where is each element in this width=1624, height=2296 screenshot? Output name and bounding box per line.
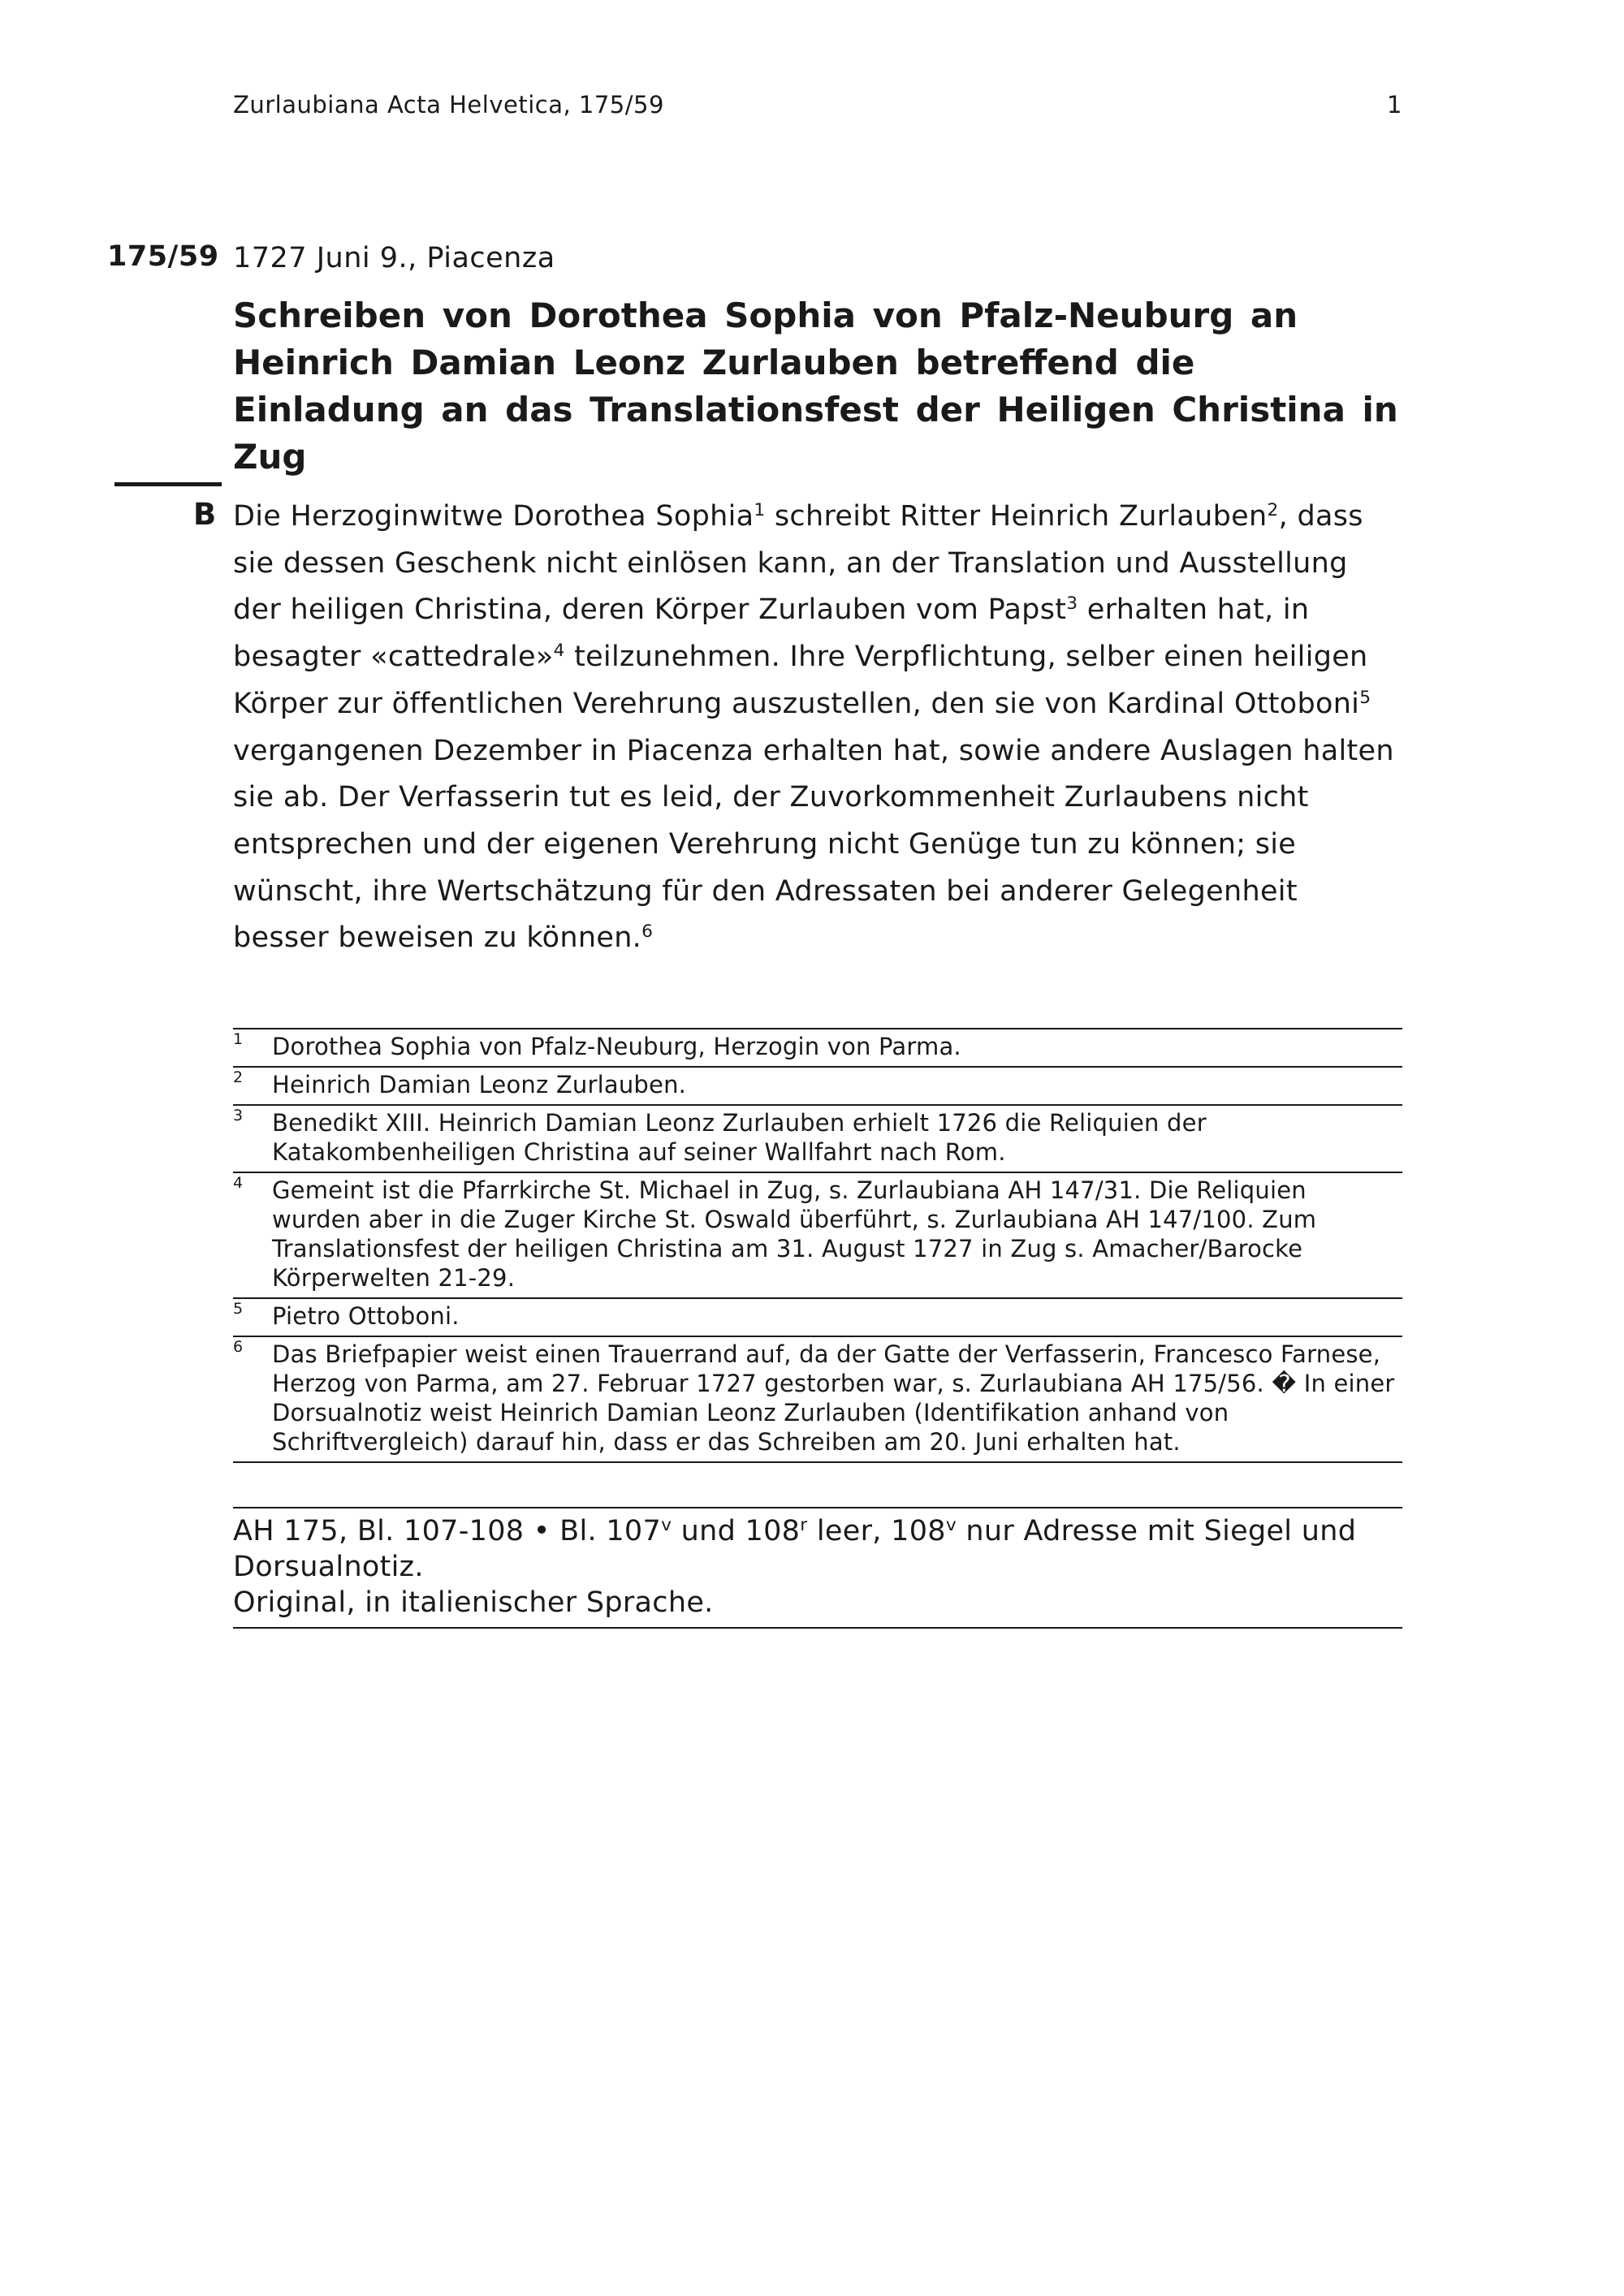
footnote-number: 2 (233, 1068, 244, 1086)
footnote (233, 1299, 1402, 1337)
footnote-text: Heinrich Damian Leonz Zurlauben. (272, 1071, 687, 1098)
document-date-place: 1727 Juni 9., Piacenza (233, 242, 555, 274)
regest-segment: schreibt Ritter Heinrich Zurlauben (765, 500, 1268, 533)
footnotes (233, 1028, 1402, 1463)
source-note: Original, in italienischer Sprache. (233, 1586, 714, 1619)
source-text: AH 175, Bl. 107-108 • Bl. 107 (233, 1515, 662, 1547)
regest-segment: , dass sie dessen Geschenk nicht einlösen kann, an der Translation und Ausstellung der heiligen Christina, deren Körper Zurlauben vom Papst (233, 500, 1363, 627)
footnote (233, 1029, 1402, 1068)
regest-segment: Die Herzoginwitwe Dorothea Sophia (233, 500, 754, 533)
footnote (233, 1337, 1402, 1463)
source-text: leer, 108 (807, 1515, 946, 1547)
footnote-number: 4 (233, 1174, 244, 1192)
footnote-text: Gemeint ist die Pfarrkirche St. Michael in Zug, s. Zurlaubiana AH 147/31. Die Reliquien wurden aber in die Zuger Kirche St. Oswald überführt, s. Zurlaubiana AH 147/100. Zum Translationsfest der heiligen Christina am 31. August 1727 in Zug s. Amacher/Barocke Körperwelten 21-29. (272, 1176, 1317, 1292)
footnote-ref[interactable]: 1 (754, 500, 766, 521)
page-number: 1 (1387, 91, 1402, 119)
footnote-number: 3 (233, 1107, 244, 1124)
footnote-text: Pietro Ottoboni. (272, 1302, 460, 1330)
footnote-text: Benedikt XIII. Heinrich Damian Leonz Zurlauben erhielt 1726 die Reliquien der Katakombenheiligen Christina auf seiner Wallfahrt nach Rom. (272, 1109, 1207, 1166)
document-title: Schreiben von Dorothea Sophia von Pfalz-Neuburg an Heinrich Damian Leonz Zurlauben betreffend die Einladung an das Translationsfest der Heiligen Christina in Zug (233, 296, 1398, 477)
running-title: Zurlaubiana Acta Helvetica, 175/59 (233, 91, 664, 119)
footnote-number: 6 (233, 1338, 244, 1356)
footnote-number: 1 (233, 1030, 244, 1048)
footnote-ref[interactable]: 4 (553, 641, 565, 662)
source-description (233, 1507, 1402, 1629)
folio-side: v (661, 1515, 672, 1536)
footnote-text: Dorothea Sophia von Pfalz-Neuburg, Herzogin von Parma. (272, 1033, 961, 1060)
source-signature (233, 1513, 1402, 1585)
running-header (233, 91, 1402, 119)
footnote (233, 1068, 1402, 1106)
section-divider (114, 482, 222, 486)
regest-segment: teilzunehmen. Ihre Verpflichtung, selber einen heiligen Körper zur öffentlichen Verehrung auszustellen, den sie von Kardinal Ottoboni (233, 641, 1368, 720)
source-text: und 108 (672, 1515, 801, 1547)
footnote-number: 5 (233, 1300, 244, 1318)
footnote-text: Das Briefpapier weist einen Trauerrand auf, da der Gatte der Verfasserin, Francesco Farnese, Herzog von Parma, am 27. Februar 1727 gestorben war, s. Zurlaubiana AH 175/56. � In einer Dorsualnotiz weist Heinrich Damian Leonz Zurlauben (Identifikation anhand von Schriftvergleich) darauf hin, dass er das Schreiben am 20. Juni erhalten hat. (272, 1340, 1395, 1456)
footnote-ref[interactable]: 3 (1066, 593, 1078, 615)
regest-text (233, 494, 1402, 962)
document-number: 175/59 (107, 240, 219, 273)
footnote-ref[interactable]: 5 (1359, 687, 1371, 708)
regest-segment: erhalten hat, in besagter «cattedrale» (233, 593, 1310, 674)
regest-marker: B (193, 497, 217, 532)
regest-segment: vergangenen Dezember in Piacenza erhalten hat, sowie andere Auslagen halten sie ab. Der Verfasserin tut es leid, der Zuvorkommenheit Zurlaubens nicht entsprechen und der eigenen Verehrung nicht Genüge tun zu können; sie wünscht, ihre Wertschätzung für den Adressaten bei anderer Gelegenheit besser beweisen zu können. (233, 734, 1394, 955)
footnote-ref[interactable]: 6 (641, 921, 654, 943)
folio-side: r (800, 1515, 808, 1536)
footnote (233, 1106, 1402, 1173)
footnote-ref[interactable]: 2 (1267, 500, 1279, 521)
folio-side: v (945, 1515, 957, 1536)
source-text: nur Adresse mit Siegel und Dorsualnotiz. (233, 1515, 1357, 1583)
footnote (233, 1173, 1402, 1299)
